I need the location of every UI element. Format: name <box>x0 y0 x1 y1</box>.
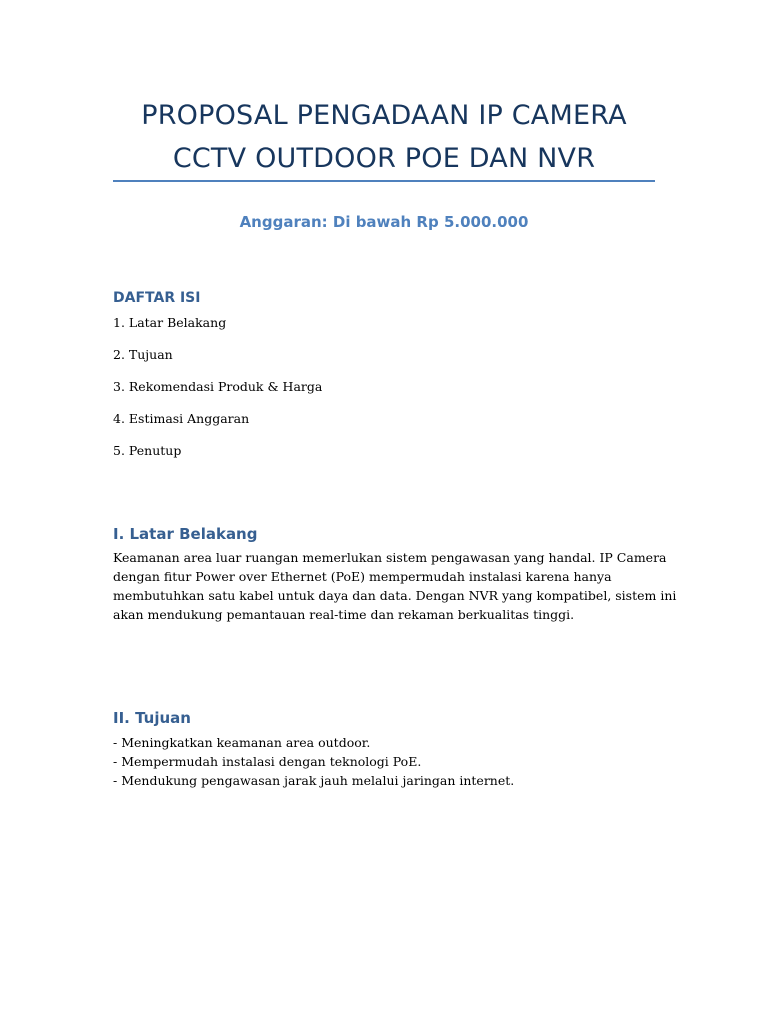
list-item: - Meningkatkan keamanan area outdoor. <box>113 735 371 750</box>
paragraph-line: akan mendukung pemantauan real-time dan rekaman berkualitas tinggi. <box>113 607 575 622</box>
toc-item: 5. Penutup <box>113 443 182 458</box>
title-line-2: CCTV OUTDOOR POE DAN NVR <box>172 143 596 174</box>
section-2-list <box>113 733 514 790</box>
paragraph-line: Keamanan area luar ruangan memerlukan sistem pengawasan yang handal. IP Camera <box>113 550 667 565</box>
document-title <box>113 94 655 180</box>
toc-heading: DAFTAR ISI <box>113 290 201 306</box>
title-divider <box>113 180 655 182</box>
section-2-heading: II. Tujuan <box>113 709 191 727</box>
toc-item: 2. Tujuan <box>113 347 173 362</box>
title-line-1: PROPOSAL PENGADAAN IP CAMERA <box>141 100 627 131</box>
section-1-paragraph <box>113 548 677 624</box>
paragraph-line: dengan fitur Power over Ethernet (PoE) mempermudah instalasi karena hanya <box>113 569 612 584</box>
list-item: - Mendukung pengawasan jarak jauh melalui jaringan internet. <box>113 773 515 788</box>
toc-list <box>113 314 322 474</box>
section-1-heading: I. Latar Belakang <box>113 525 258 543</box>
budget-subtitle: Anggaran: Di bawah Rp 5.000.000 <box>239 213 529 231</box>
paragraph-line: membutuhkan satu kabel untuk daya dan data. Dengan NVR yang kompatibel, sistem ini <box>113 588 677 603</box>
toc-item: 1. Latar Belakang <box>113 315 227 330</box>
toc-item: 4. Estimasi Anggaran <box>113 411 250 426</box>
list-item: - Mempermudah instalasi dengan teknologi PoE. <box>113 754 422 769</box>
toc-item: 3. Rekomendasi Produk & Harga <box>113 379 323 394</box>
